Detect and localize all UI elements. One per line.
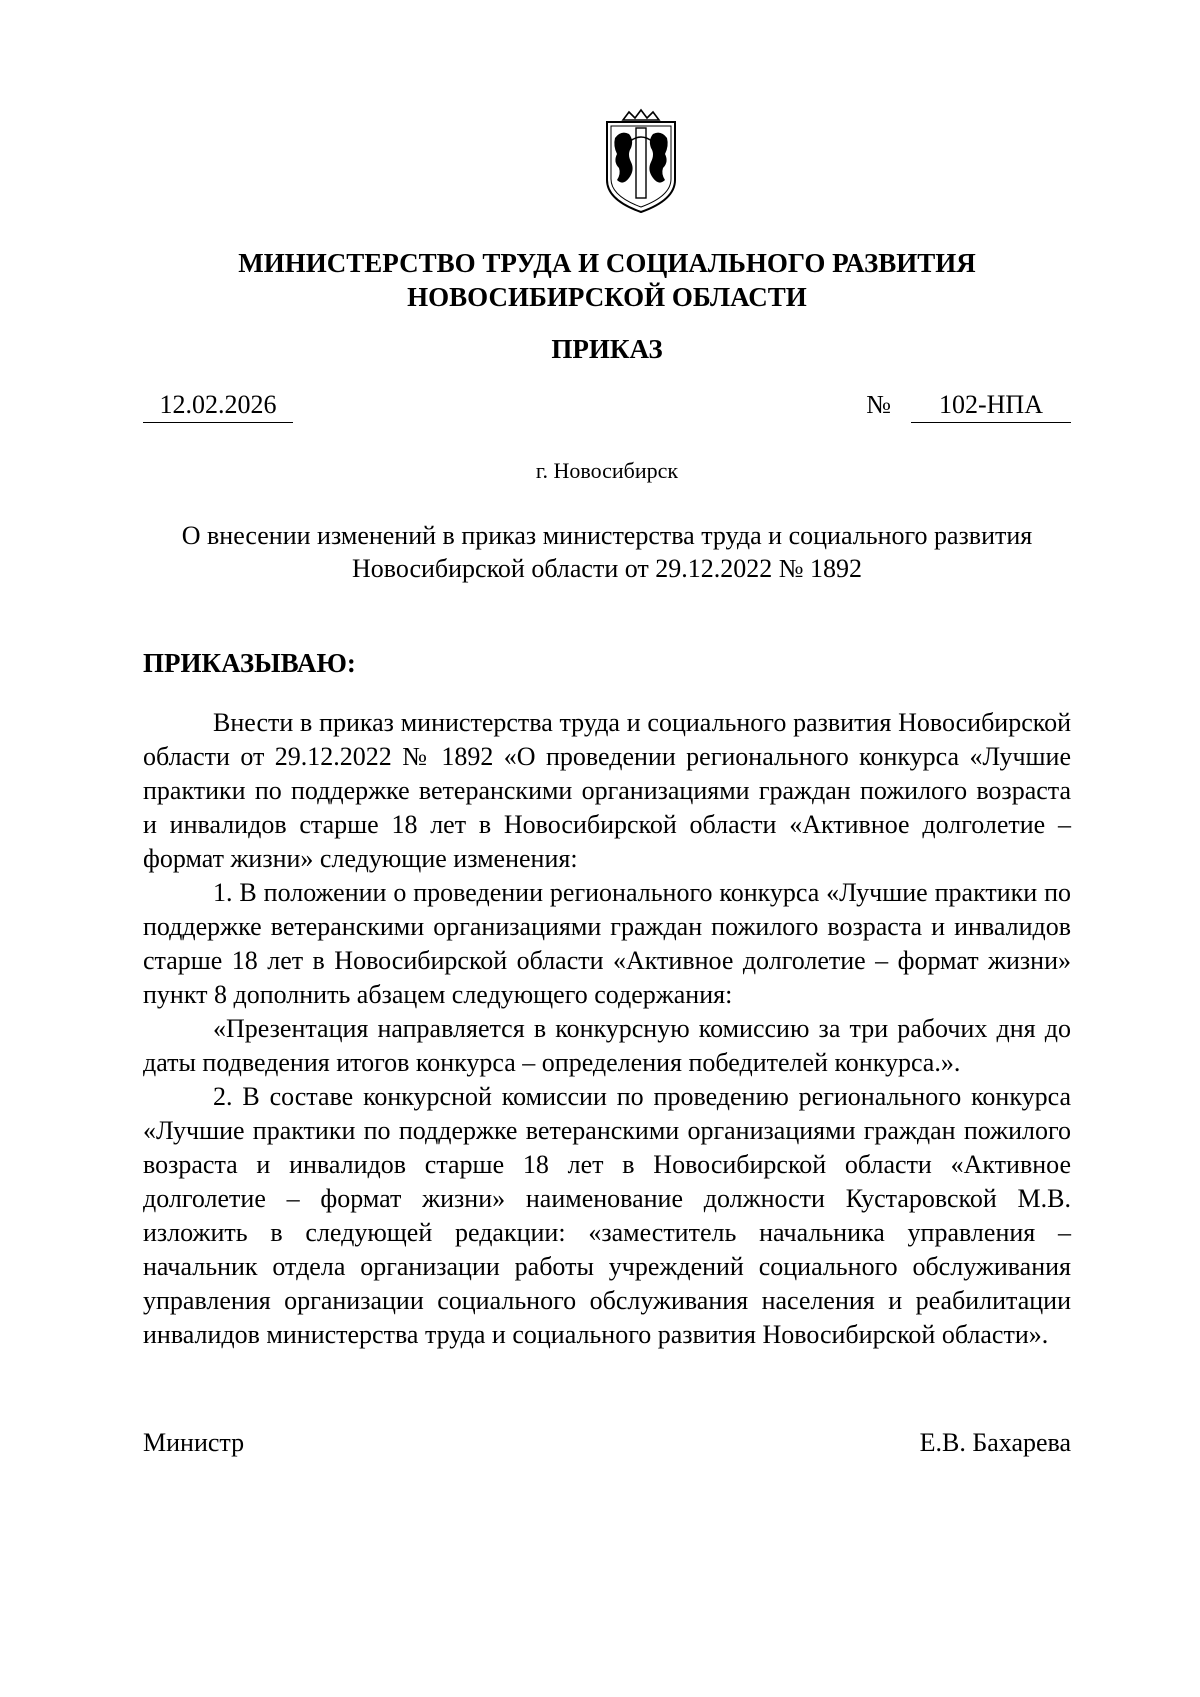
order-date: 12.02.2026	[143, 390, 293, 423]
ministry-line-2: НОВОСИБИРСКОЙ ОБЛАСТИ	[407, 282, 807, 312]
order-number-block	[866, 390, 1071, 423]
subject-line-1: О внесении изменений в приказ министерства труда и социального развития	[181, 521, 1033, 550]
body-paragraph: 1. В положении о проведении регионального конкурса «Лучшие практики по поддержке ветеранскими организациями граждан пожилого возраста и инвалидов старше 18 лет в Новосибирской области «Активное долголетие – формат жизни» пункт 8 дополнить абзацем следующего содержания:	[143, 878, 1071, 1009]
body-paragraph: «Презентация направляется в конкурсную комиссию за три рабочих дня до даты подведения итогов конкурса – определения победителей конкурса.».	[143, 1014, 1071, 1077]
ministry-line-1: МИНИСТЕРСТВО ТРУДА И СОЦИАЛЬНОГО РАЗВИТИЯ	[238, 248, 976, 278]
body-paragraph: Внести в приказ министерства труда и социального развития Новосибирской области от 29.12.2022 № 1892 «О проведении регионального конкурса «Лучшие практики по поддержке ветеранскими организациями граждан пожилого возраста и инвалидов старше 18 лет в Новосибирской области «Активное долголетие – формат жизни» следующие изменения:	[143, 708, 1071, 873]
signatory-name: Е.В. Бахарева	[919, 1428, 1071, 1457]
order-number: 102-НПА	[911, 390, 1071, 423]
signatory-position: Министр	[143, 1428, 245, 1457]
body-paragraph: 2. В составе конкурсной комиссии по проведению регионального конкурса «Лучшие практики по поддержке ветеранскими организациями граждан пожилого возраста и инвалидов старше 18 лет в Новосибирской области «Активное долголетие – формат жизни» наименование должности Кустаровской М.В. изложить в следующей редакции: «заместитель начальника управления – начальник отдела организации работы учреждений социального обслуживания управления организации социального обслуживания населения и реабилитации инвалидов министерства труда и социального развития Новосибирской области».	[143, 1082, 1071, 1349]
number-sign: №	[866, 390, 891, 419]
order-subject	[143, 519, 1071, 585]
order-word: ПРИКАЗЫВАЮ:	[143, 648, 356, 678]
city: г. Новосибирск	[535, 458, 679, 483]
subject-line-2: Новосибирской области от 29.12.2022 № 1892	[351, 554, 863, 583]
order-body	[143, 706, 1071, 1352]
ministry-name	[143, 246, 1071, 314]
coat-of-arms-icon	[601, 108, 681, 218]
doc-type-title: ПРИКАЗ	[551, 334, 663, 364]
